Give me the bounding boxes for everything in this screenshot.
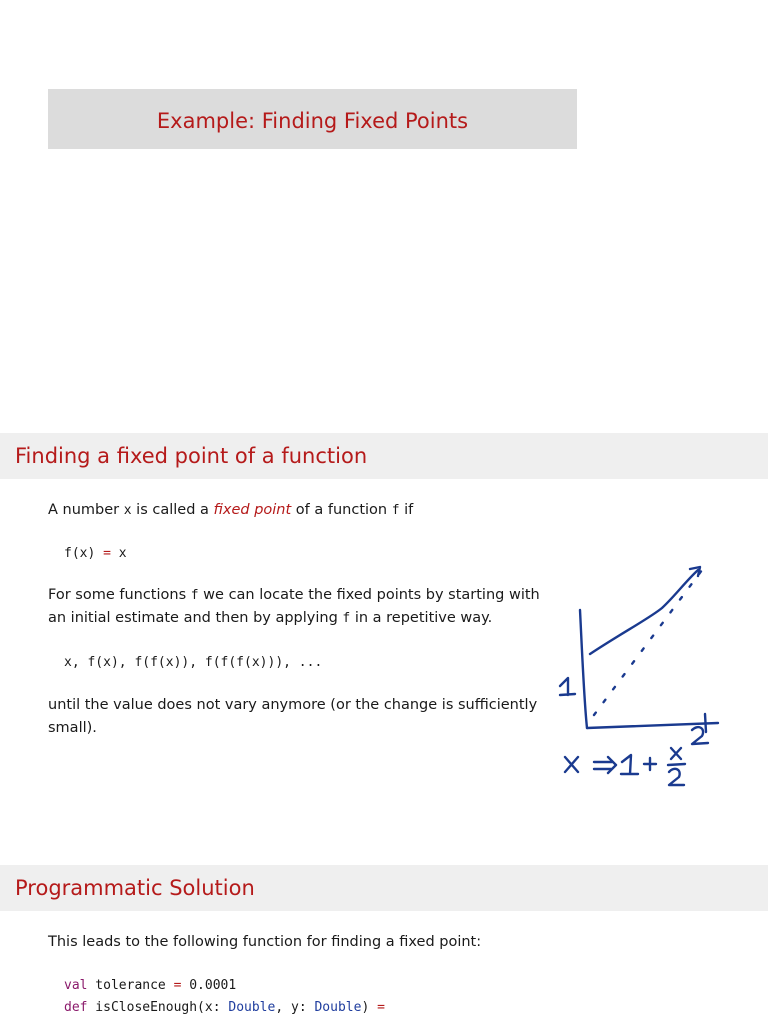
sketch-formula-plus <box>644 758 656 770</box>
sketch-formula-one <box>621 755 638 774</box>
iteration-sequence: x, f(x), f(f(x)), f(f(f(x))), ... <box>64 655 323 670</box>
convergence-paragraph-line1: until the value does not vary anymore (or the change is sufficiently <box>48 697 538 713</box>
definition-paragraph: A number x is called a fixed point of a function f if <box>48 502 414 518</box>
sketch-formula-implies <box>594 757 616 773</box>
sketch-formula-frac-x <box>671 748 681 759</box>
sketch-curve <box>590 570 698 654</box>
slide-title-box <box>48 89 577 149</box>
sketch-y-axis <box>580 610 587 728</box>
sketch-formula-frac-bar <box>668 764 685 765</box>
fixed-point-equation: f(x) = x <box>64 546 127 561</box>
sketch-diagonal-dashed <box>594 562 708 715</box>
section-title: Programmatic Solution <box>15 876 255 900</box>
section-header-programmatic-solution <box>0 865 768 911</box>
approach-paragraph-line2: an initial estimate and then by applying f in a repetitive way. <box>48 610 493 626</box>
section-header-fixed-point <box>0 433 768 479</box>
section-title: Finding a fixed point of a function <box>15 444 368 468</box>
code-line-isCloseEnough: def isCloseEnough(x: Double, y: Double) = <box>64 1000 385 1015</box>
convergence-paragraph-line2: small). <box>48 720 97 736</box>
handwritten-sketch <box>550 550 760 800</box>
solution-intro: This leads to the following function for finding a fixed point: <box>48 934 482 950</box>
approach-paragraph-line1: For some functions f we can locate the fixed points by starting with <box>48 587 540 603</box>
sketch-x-tick <box>705 714 706 732</box>
sketch-one-label <box>560 678 575 695</box>
sketch-formula-x <box>565 757 578 772</box>
emphasis-fixed-point: fixed point <box>213 502 292 518</box>
sketch-formula-frac-two <box>669 769 684 785</box>
code-line-tolerance: val tolerance = 0.0001 <box>64 978 237 993</box>
slide-title: Example: Finding Fixed Points <box>156 109 469 133</box>
